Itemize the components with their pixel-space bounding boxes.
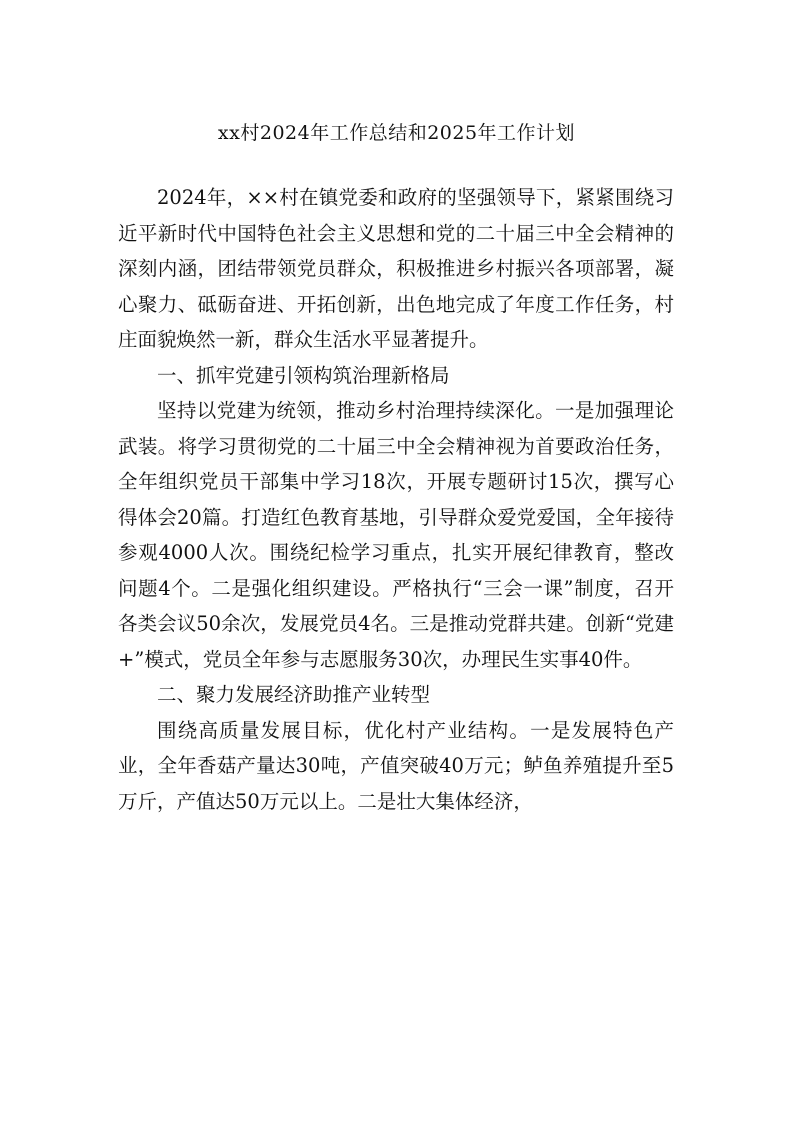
section-2-heading: 二、聚力发展经济助推产业转型 xyxy=(157,683,431,706)
intro-paragraph: 2024年，××村在镇党委和政府的坚强领导下，紧紧围绕习近平新时代中国特色社会主义思想和党的二十届三中全会精神的深刻内涵，团结带领党员群众，积极推进乡村振兴各项部署，凝心聚力、砥砺奋进、开拓创新，出色地完成了年度工作任务，村庄面貌焕然一新，群众生活水平显著提升。 xyxy=(118,186,674,351)
section-1-paragraph: 坚持以党建为统领，推动乡村治理持续深化。一是加强理论武装。将学习贯彻党的二十届三中全会精神视为首要政治任务，全年组织党员干部集中学习18次，开展专题研讨15次，撰写心得体会20篇。打造红色教育基地，引导群众爱党爱国，全年接待参观4000人次。围绕纪检学习重点，扎实开展纪律教育，整改问题4个。二是强化组织建设。严格执行“三会一课”制度，召开各类会议50余次，发展党员4名。三是推动党群共建。创新“党建+”模式，党员全年参与志愿服务30次，办理民生实事40件。 xyxy=(118,399,674,671)
section-1-heading: 一、抓牢党建引领构筑治理新格局 xyxy=(157,363,450,387)
document-body xyxy=(118,180,674,819)
document-title: xx村2024年工作总结和2025年工作计划 xyxy=(217,122,576,144)
section-2-paragraph: 围绕高质量发展目标，优化村产业结构。一是发展特色产业，全年香菇产量达30吨，产值突破40万元；鲈鱼养殖提升至5万斤，产值达50万元以上。二是壮大集体经济， xyxy=(118,718,674,813)
